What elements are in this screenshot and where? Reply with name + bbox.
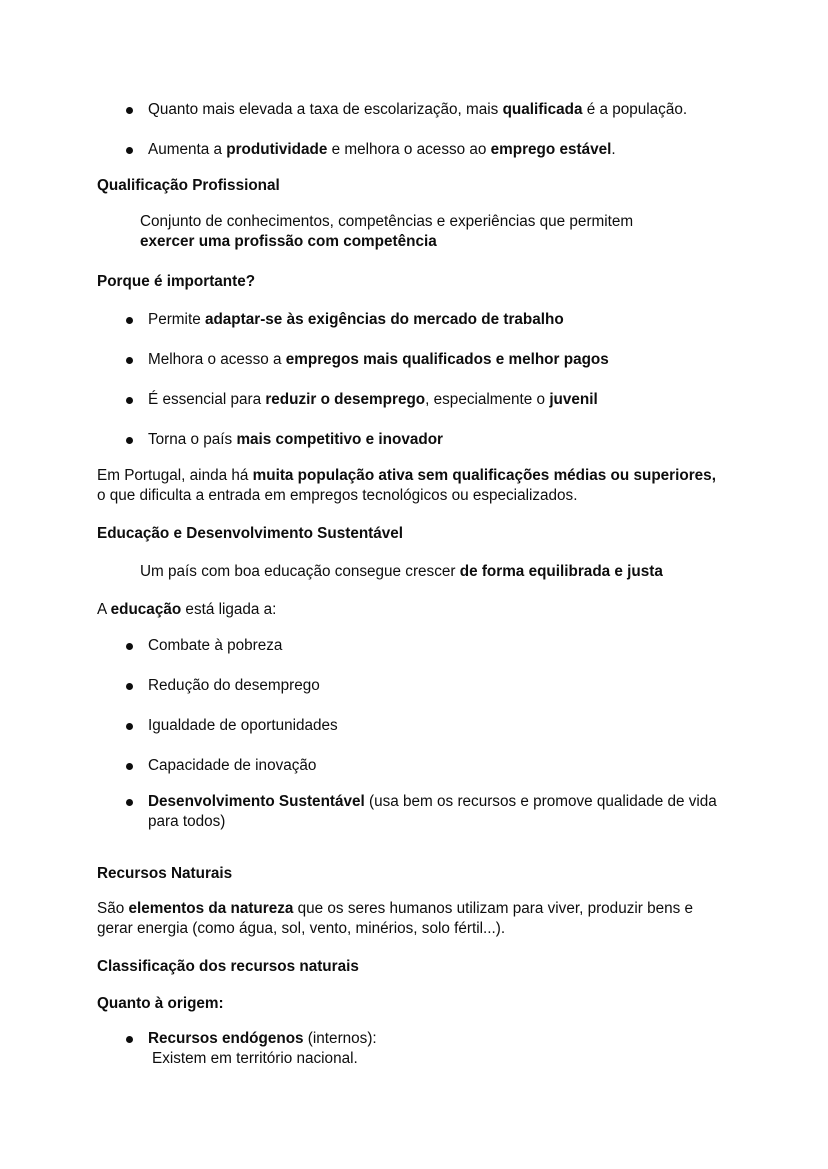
text-run: .	[611, 141, 616, 158]
section-heading	[97, 864, 768, 884]
bullet-item	[97, 100, 768, 120]
text-run: é a população.	[582, 101, 688, 118]
text-run: Um país com boa educação consegue crescer	[140, 563, 460, 580]
bullet-icon	[126, 397, 133, 404]
section-heading	[97, 272, 768, 292]
text-run-bold: muita população ativa sem qualificações médias ou superiores,	[252, 467, 716, 484]
bullet-item	[97, 390, 768, 410]
heading-text: Porque é importante?	[97, 273, 256, 290]
bullet-item	[97, 636, 768, 656]
text-run: está ligada a:	[181, 601, 277, 618]
text-run: (usa bem os recursos e promove qualidade de vida	[364, 793, 717, 810]
text-run: Aumenta a	[148, 141, 227, 158]
bullet-icon	[126, 107, 133, 114]
text-run-bold: empregos mais qualificados e melhor pagos	[285, 351, 609, 368]
bullet-icon	[126, 683, 133, 690]
text-run-bold: de forma equilibrada e justa	[459, 563, 663, 580]
bullet-text	[148, 351, 609, 368]
paragraph	[97, 899, 768, 939]
bullet-icon	[126, 723, 133, 730]
text-run: É essencial para	[148, 391, 266, 408]
section-heading	[97, 994, 768, 1014]
text-run: , especialmente o	[425, 391, 550, 408]
bullet-item	[97, 310, 768, 330]
bullet-item	[97, 756, 768, 776]
section-heading	[97, 957, 768, 977]
bullet-item	[97, 1029, 768, 1069]
text-run: Capacidade de inovação	[148, 757, 317, 774]
bullet-item	[97, 792, 768, 832]
heading-text: Recursos Naturais	[97, 865, 233, 882]
text-run: Redução do desemprego	[148, 677, 320, 694]
text-run-bold: produtividade	[226, 141, 328, 158]
heading-text: Educação e Desenvolvimento Sustentável	[97, 525, 404, 542]
bullet-item	[97, 716, 768, 736]
bullet-text	[148, 757, 316, 774]
text-run-bold: mais competitivo e inovador	[236, 431, 443, 448]
indented-paragraph	[97, 562, 768, 582]
bullet-item	[97, 676, 768, 696]
bullet-icon	[126, 437, 133, 444]
bullet-icon	[126, 357, 133, 364]
text-run: (internos):	[303, 1030, 377, 1047]
text-run: gerar energia (como água, sol, vento, minérios, solo fértil...).	[97, 920, 506, 937]
text-run-bold: qualificada	[502, 101, 583, 118]
text-run: Quanto mais elevada a taxa de escolarização, mais	[148, 101, 503, 118]
text-run: Existem em território nacional.	[152, 1050, 358, 1067]
text-run: Conjunto de conhecimentos, competências e experiências que permitem	[140, 213, 634, 230]
section-heading	[97, 524, 768, 544]
text-run: Em Portugal, ainda há	[97, 467, 253, 484]
text-run: São	[97, 900, 129, 917]
text-run: Melhora o acesso a	[148, 351, 286, 368]
bullet-text	[148, 391, 598, 408]
bullet-text	[148, 637, 282, 654]
text-run: e melhora o acesso ao	[327, 141, 491, 158]
text-run-bold: Recursos endógenos	[148, 1030, 304, 1047]
text-run: Igualdade de oportunidades	[148, 717, 338, 734]
bullet-text	[148, 311, 564, 328]
bullet-item	[97, 350, 768, 370]
text-run: Permite	[148, 311, 205, 328]
bullet-text	[148, 431, 443, 448]
text-run-bold: Desenvolvimento Sustentável	[148, 793, 365, 810]
bullet-item	[97, 430, 768, 450]
section-heading	[97, 176, 768, 196]
text-run: que os seres humanos utilizam para viver, produzir bens e	[293, 900, 694, 917]
bullet-item	[97, 140, 768, 160]
bullet-text	[148, 717, 338, 734]
text-run: A	[97, 601, 111, 618]
heading-text: Classificação dos recursos naturais	[97, 958, 359, 975]
text-run-bold: educação	[110, 601, 182, 618]
heading-text: Qualificação Profissional	[97, 177, 280, 194]
text-run: Torna o país	[148, 431, 237, 448]
bullet-text	[148, 1030, 377, 1067]
bullet-text	[148, 793, 717, 830]
bullet-icon	[126, 763, 133, 770]
text-run-bold: juvenil	[549, 391, 598, 408]
text-run: o que dificulta a entrada em empregos tecnológicos ou especializados.	[97, 487, 578, 504]
bullet-icon	[126, 643, 133, 650]
paragraph	[97, 600, 768, 620]
bullet-icon	[126, 1036, 133, 1043]
text-run-bold: adaptar-se às exigências do mercado de trabalho	[204, 311, 564, 328]
text-run-bold: exercer uma profissão com competência	[140, 233, 437, 250]
text-run-bold: reduzir o desemprego	[265, 391, 426, 408]
text-run-bold: emprego estável	[490, 141, 612, 158]
bullet-text	[148, 677, 320, 694]
text-run: para todos)	[148, 813, 226, 830]
text-run-bold: elementos da natureza	[128, 900, 294, 917]
heading-text: Quanto à origem:	[97, 995, 224, 1012]
text-run: Combate à pobreza	[148, 637, 283, 654]
bullet-text	[148, 101, 687, 118]
indented-paragraph	[97, 212, 768, 252]
bullet-icon	[126, 147, 133, 154]
bullet-icon	[126, 317, 133, 324]
paragraph	[97, 466, 768, 506]
bullet-icon	[126, 799, 133, 806]
bullet-text	[148, 141, 616, 158]
